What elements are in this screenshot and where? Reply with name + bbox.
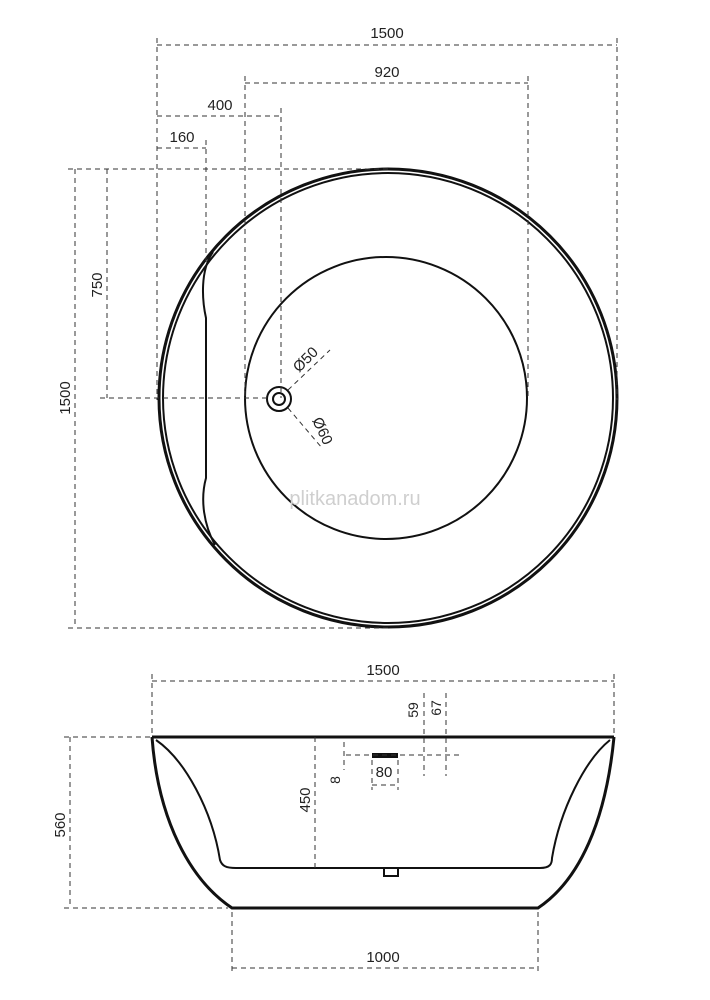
label-67: 67 [428,700,444,716]
label-1500-top: 1500 [370,25,404,42]
drain-outer-circle [267,387,291,411]
label-920: 920 [374,64,400,81]
label-1500-side: 1500 [366,662,400,679]
label-1000: 1000 [366,949,400,966]
drain-inner-circle [273,393,285,405]
label-560: 560 [52,812,69,838]
bottom-drain [384,868,398,876]
label-450: 450 [297,787,314,813]
label-400: 400 [207,97,233,114]
tub-outer-shell [152,737,614,908]
label-diameter-60: Ø60 [308,414,336,448]
label-diameter-50: Ø50 [289,343,322,376]
tub-inner-shell [156,740,610,868]
side-view [52,662,614,975]
label-80: 80 [375,764,393,781]
label-160: 160 [169,129,195,146]
top-view [57,25,617,628]
watermark-text: plitkanadom.ru [289,488,421,510]
label-8: 8 [327,776,343,784]
label-750: 750 [89,272,106,298]
label-1500-left: 1500 [57,381,74,415]
label-59: 59 [405,702,421,718]
